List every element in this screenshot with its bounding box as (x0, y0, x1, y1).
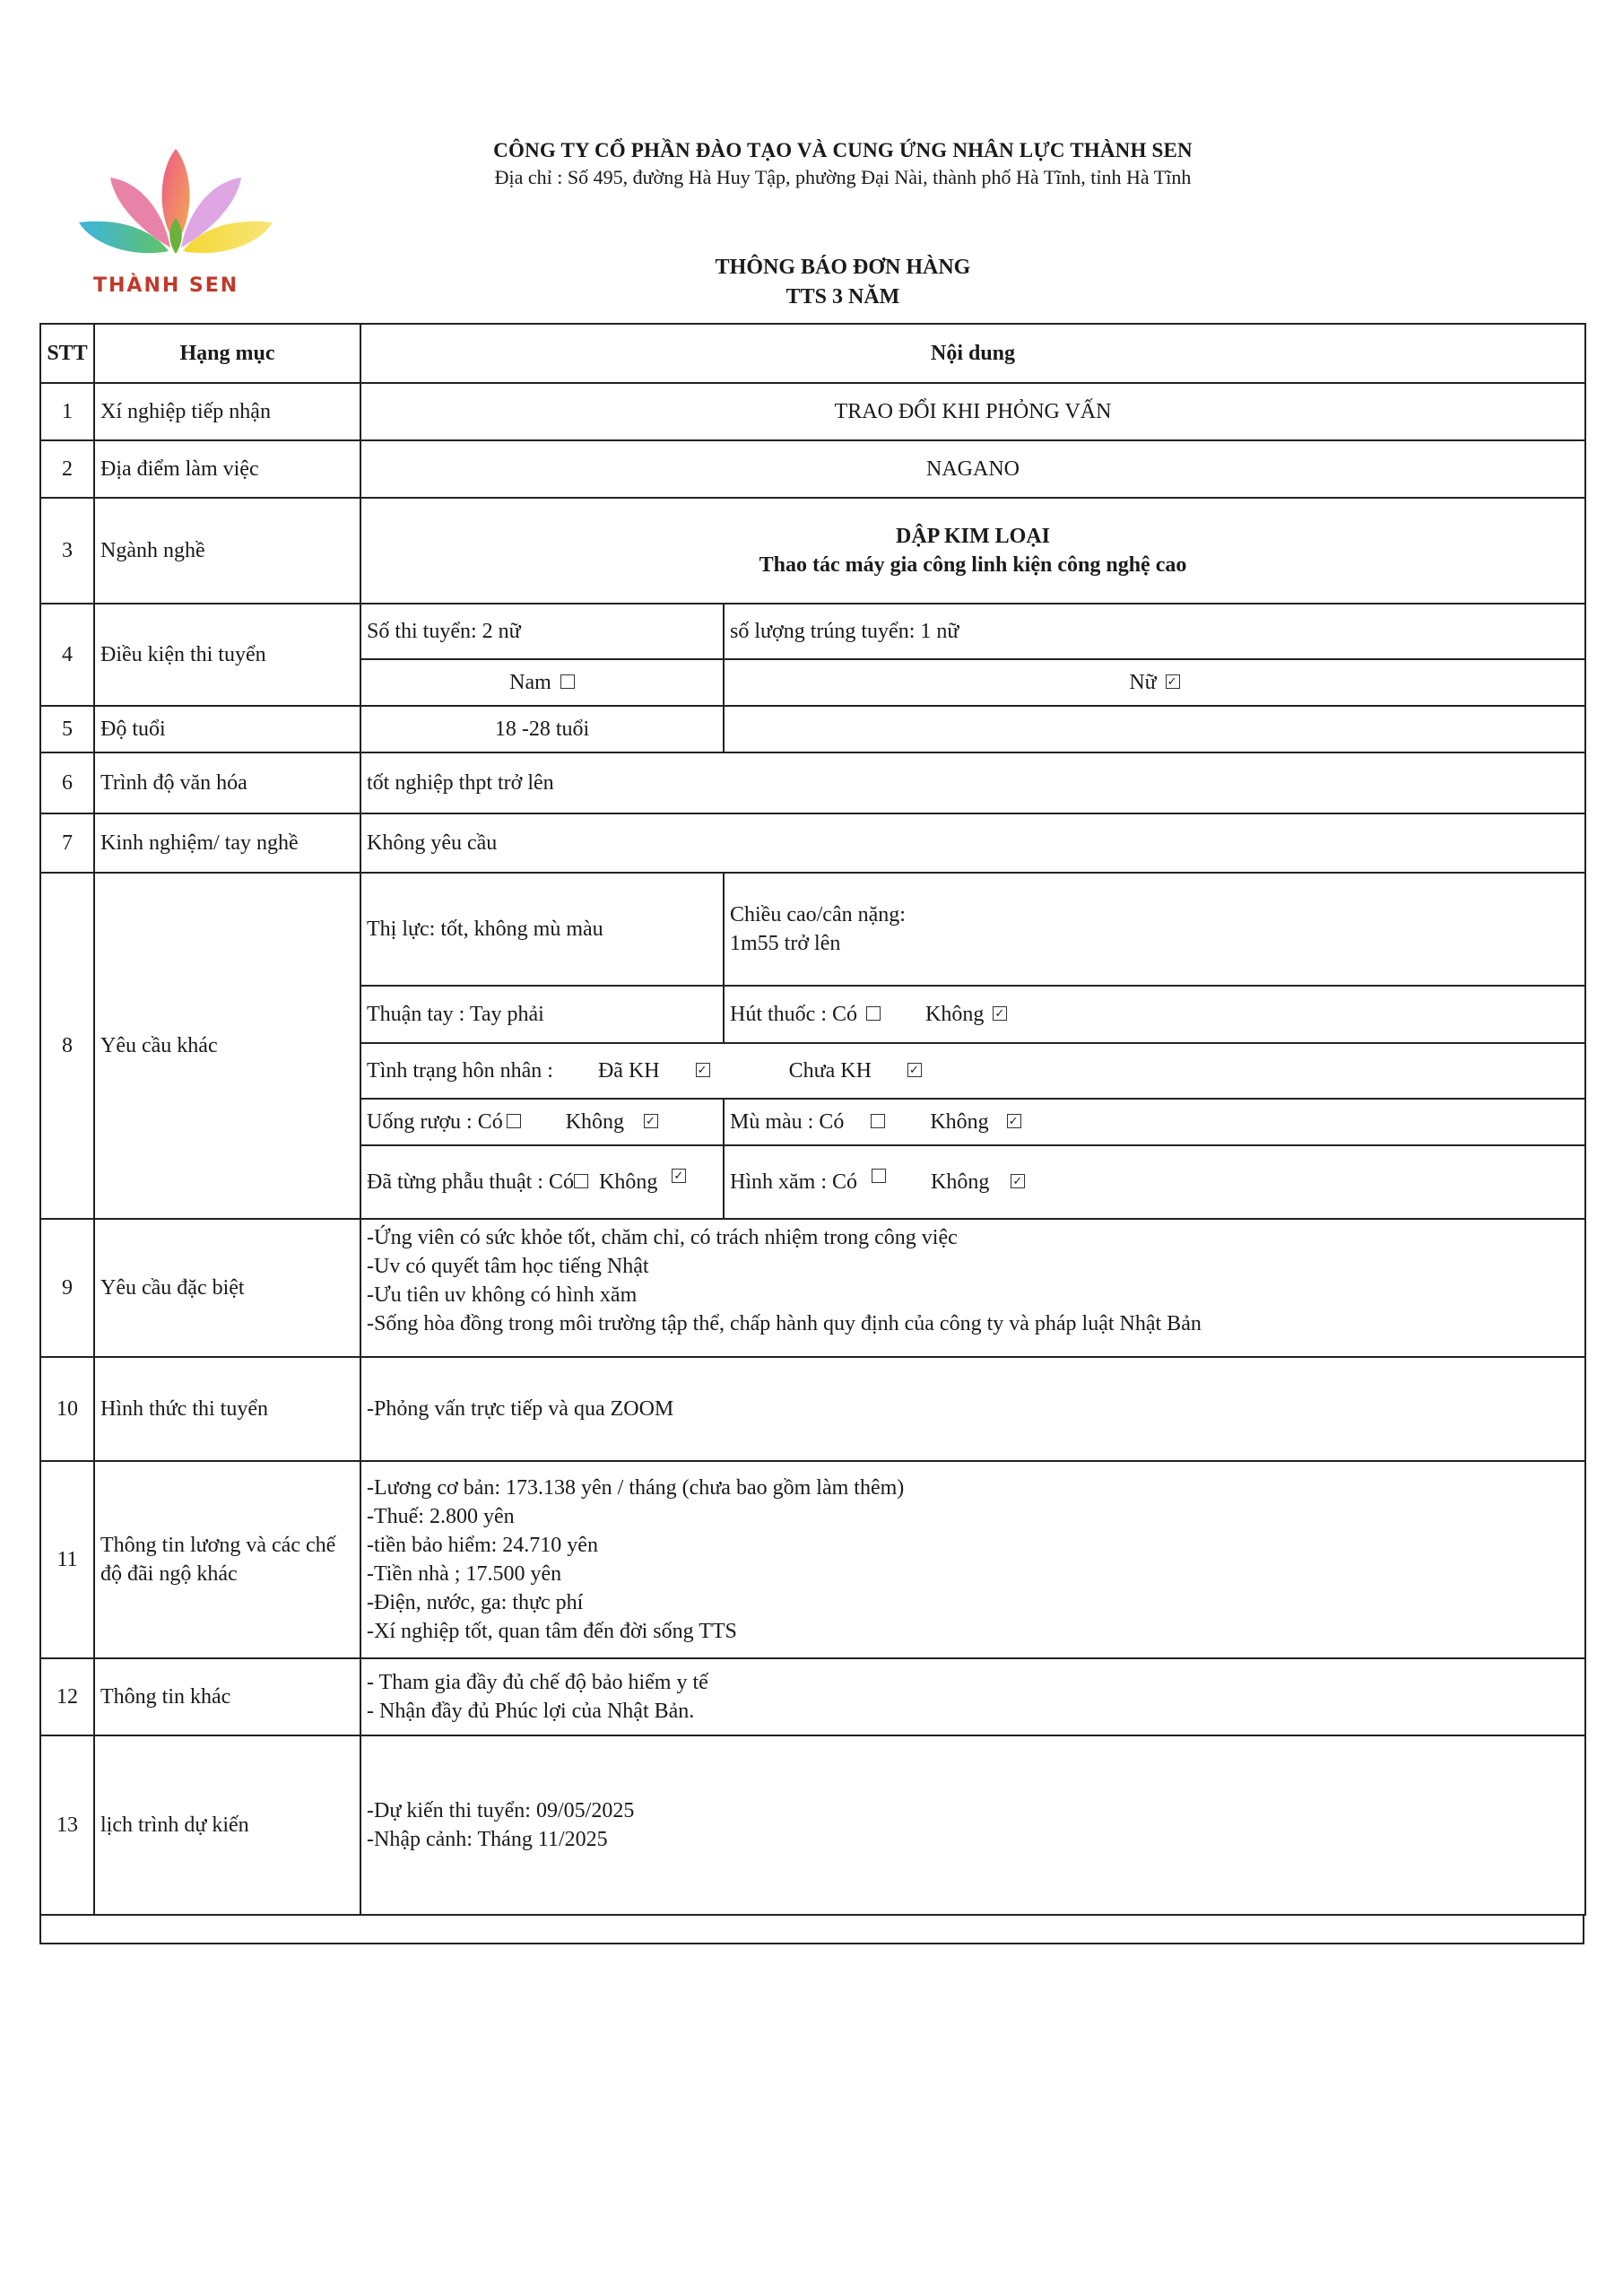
smoke-label: Hút thuốc : Có (730, 1003, 857, 1026)
row-value: TRAO ĐỔI KHI PHỎNG VẤN (360, 383, 1585, 440)
smoke-yes-checkbox[interactable] (866, 1006, 881, 1021)
table-row (40, 1219, 1585, 1357)
female-label: Nữ (1129, 671, 1157, 694)
row-stt: 3 (40, 498, 94, 604)
company-header (341, 139, 1345, 189)
row-stt: 8 (40, 873, 94, 1219)
hired-count: số lượng trúng tuyển: 1 nữ (724, 604, 1585, 659)
alcohol-label: Uống rượu : Có (367, 1110, 503, 1134)
alcohol-no-checkbox[interactable] (644, 1114, 658, 1128)
list-item: -Tiền nhà ; 17.500 yên (367, 1562, 562, 1586)
list-item: -Lương cơ bản: 173.138 yên / tháng (chưa bao gồm làm thêm) (367, 1476, 905, 1500)
tattoo-cell (724, 1145, 1585, 1219)
row-value: NAGANO (360, 440, 1585, 498)
table-header-row (40, 324, 1585, 383)
table-row (40, 604, 1585, 659)
single-label: Chưa KH (788, 1059, 872, 1083)
colorblind-cell (724, 1099, 1585, 1145)
header-stt: STT (40, 324, 94, 383)
single-checkbox[interactable] (907, 1063, 922, 1077)
list-item: -Dự kiến thi tuyển: 09/05/2025 (367, 1799, 635, 1822)
special-requirements (360, 1219, 1585, 1357)
row-stt: 13 (40, 1735, 94, 1915)
row-label: Địa điểm làm việc (94, 440, 360, 498)
job-description: Thao tác máy gia công linh kiện công nghệ cao (759, 553, 1187, 577)
table-row (40, 1461, 1585, 1658)
female-checkbox[interactable] (1166, 674, 1180, 689)
table-row (40, 813, 1585, 873)
married-label: Đã KH (597, 1059, 660, 1083)
table-row (40, 440, 1585, 498)
row-label: Xí nghiệp tiếp nhận (94, 383, 360, 440)
row-label: lịch trình dự kiến (94, 1735, 360, 1915)
row-stt: 9 (40, 1219, 94, 1357)
table-row (40, 873, 1585, 986)
row-label: Trình độ văn hóa (94, 752, 360, 813)
smoke-no-label: Không (925, 1003, 985, 1026)
table-right-border (1583, 1916, 1584, 1943)
row-stt: 1 (40, 383, 94, 440)
hand-cell: Thuận tay : Tay phải (360, 986, 724, 1043)
surgery-cell (360, 1145, 724, 1219)
company-name: CÔNG TY CỔ PHẦN ĐÀO TẠO VÀ CUNG ỨNG NHÂN LỰC THÀNH SEN (493, 139, 1193, 161)
surgery-yes-checkbox[interactable] (574, 1174, 588, 1188)
row-stt: 11 (40, 1461, 94, 1658)
smoke-no-checkbox[interactable] (993, 1006, 1007, 1021)
height-cell (724, 873, 1585, 986)
row-stt: 4 (40, 604, 94, 706)
list-item: -Nhập cảnh: Tháng 11/2025 (367, 1828, 608, 1851)
salary-info (360, 1461, 1585, 1658)
row-label: Độ tuổi (94, 706, 360, 752)
row-value: Không yêu cầu (360, 813, 1585, 873)
schedule (360, 1735, 1585, 1915)
company-address: Địa chỉ : Số 495, đường Hà Huy Tập, phường Đại Nài, thành phố Hà Tĩnh, tỉnh Hà Tĩnh (494, 166, 1192, 188)
row-label: Hình thức thi tuyển (94, 1357, 360, 1461)
colorblind-yes-checkbox[interactable] (871, 1114, 885, 1128)
table-row (40, 383, 1585, 440)
table-row (40, 752, 1585, 813)
age-value: 18 -28 tuổi (360, 706, 724, 752)
table-row (40, 706, 1585, 752)
row-stt: 5 (40, 706, 94, 752)
row-label: Điều kiện thi tuyển (94, 604, 360, 706)
surgery-no-checkbox[interactable] (672, 1169, 686, 1183)
marital-cell (360, 1043, 1585, 1099)
row-stt: 2 (40, 440, 94, 498)
male-checkbox[interactable] (560, 674, 575, 689)
height-label: Chiều cao/cân nặng: (730, 903, 906, 926)
header-content: Nội dung (360, 324, 1585, 383)
row-label: Yêu cầu khác (94, 873, 360, 1219)
row-label: Kinh nghiệm/ tay nghề (94, 813, 360, 873)
alcohol-no-label: Không (565, 1110, 625, 1134)
company-logo (70, 142, 285, 303)
row-stt: 6 (40, 752, 94, 813)
row-value: -Phỏng vấn trực tiếp và qua ZOOM (360, 1357, 1585, 1461)
job-title: DẬP KIM LOẠI (896, 525, 1051, 548)
list-item: -Ưu tiên uv không có hình xăm (367, 1283, 638, 1307)
married-checkbox[interactable] (696, 1063, 710, 1077)
empty-cell (724, 706, 1585, 752)
table-row (40, 1658, 1585, 1735)
alcohol-cell (360, 1099, 724, 1145)
title-line-1: THÔNG BÁO ĐƠN HÀNG (715, 256, 971, 279)
alcohol-yes-checkbox[interactable] (507, 1114, 521, 1128)
smoke-cell (724, 986, 1585, 1043)
row-label: Ngành nghề (94, 498, 360, 604)
table-left-border (39, 1916, 41, 1943)
logo-text: THÀNH SEN (93, 274, 239, 297)
gender-female (724, 659, 1585, 706)
colorblind-no-label: Không (930, 1110, 989, 1134)
document-title (538, 253, 1148, 312)
list-item: - Nhận đầy đủ Phúc lợi của Nhật Bản. (367, 1700, 695, 1723)
row-value: tốt nghiệp thpt trở lên (360, 752, 1585, 813)
eyesight-cell: Thị lực: tốt, không mù màu (360, 873, 724, 986)
tattoo-no-checkbox[interactable] (1011, 1174, 1025, 1188)
marital-label: Tình trạng hôn nhân : (367, 1059, 553, 1083)
surgery-label: Đã từng phẫu thuật : Có (367, 1170, 574, 1194)
table-row (40, 498, 1585, 604)
table-bottom-border (39, 1943, 1584, 1944)
list-item: -Điện, nước, ga: thực phí (367, 1591, 584, 1614)
male-label: Nam (509, 671, 551, 694)
row-stt: 7 (40, 813, 94, 873)
list-item: -Xí nghiệp tốt, quan tâm đến đời sống TTS (367, 1620, 737, 1643)
title-line-2: TTS 3 NĂM (785, 285, 900, 309)
gender-male (360, 659, 724, 706)
row-label: Yêu cầu đặc biệt (94, 1219, 360, 1357)
exam-count: Số thi tuyển: 2 nữ (360, 604, 724, 659)
row-label: Thông tin lương và các chế độ đãi ngộ khác (94, 1461, 360, 1658)
colorblind-label: Mù màu : Có (730, 1110, 845, 1134)
list-item: -tiền bảo hiểm: 24.710 yên (367, 1534, 598, 1557)
tattoo-label: Hình xăm : Có (730, 1170, 857, 1194)
surgery-no-label: Không (598, 1170, 658, 1194)
row-value (360, 498, 1585, 604)
row-label: Thông tin khác (94, 1658, 360, 1735)
table-row (40, 1357, 1585, 1461)
height-value: 1m55 trở lên (730, 932, 841, 955)
tattoo-yes-checkbox[interactable] (872, 1169, 886, 1183)
order-table (39, 323, 1586, 1916)
colorblind-no-checkbox[interactable] (1007, 1114, 1021, 1128)
header-category: Hạng mục (94, 324, 360, 383)
row-stt: 12 (40, 1658, 94, 1735)
list-item: -Ứng viên có sức khỏe tốt, chăm chỉ, có trách nhiệm trong công việc (367, 1226, 958, 1249)
list-item: - Tham gia đầy đủ chế độ bảo hiểm y tế (367, 1671, 708, 1694)
other-info (360, 1658, 1585, 1735)
table-row (40, 1735, 1585, 1915)
list-item: -Uv có quyết tâm học tiếng Nhật (367, 1255, 649, 1278)
tattoo-no-label: Không (931, 1170, 990, 1194)
list-item: -Sống hòa đồng trong môi trường tập thể, chấp hành quy định của công ty và pháp luật Nhật Bản (367, 1312, 1202, 1335)
row-stt: 10 (40, 1357, 94, 1461)
list-item: -Thuế: 2.800 yên (367, 1505, 515, 1528)
